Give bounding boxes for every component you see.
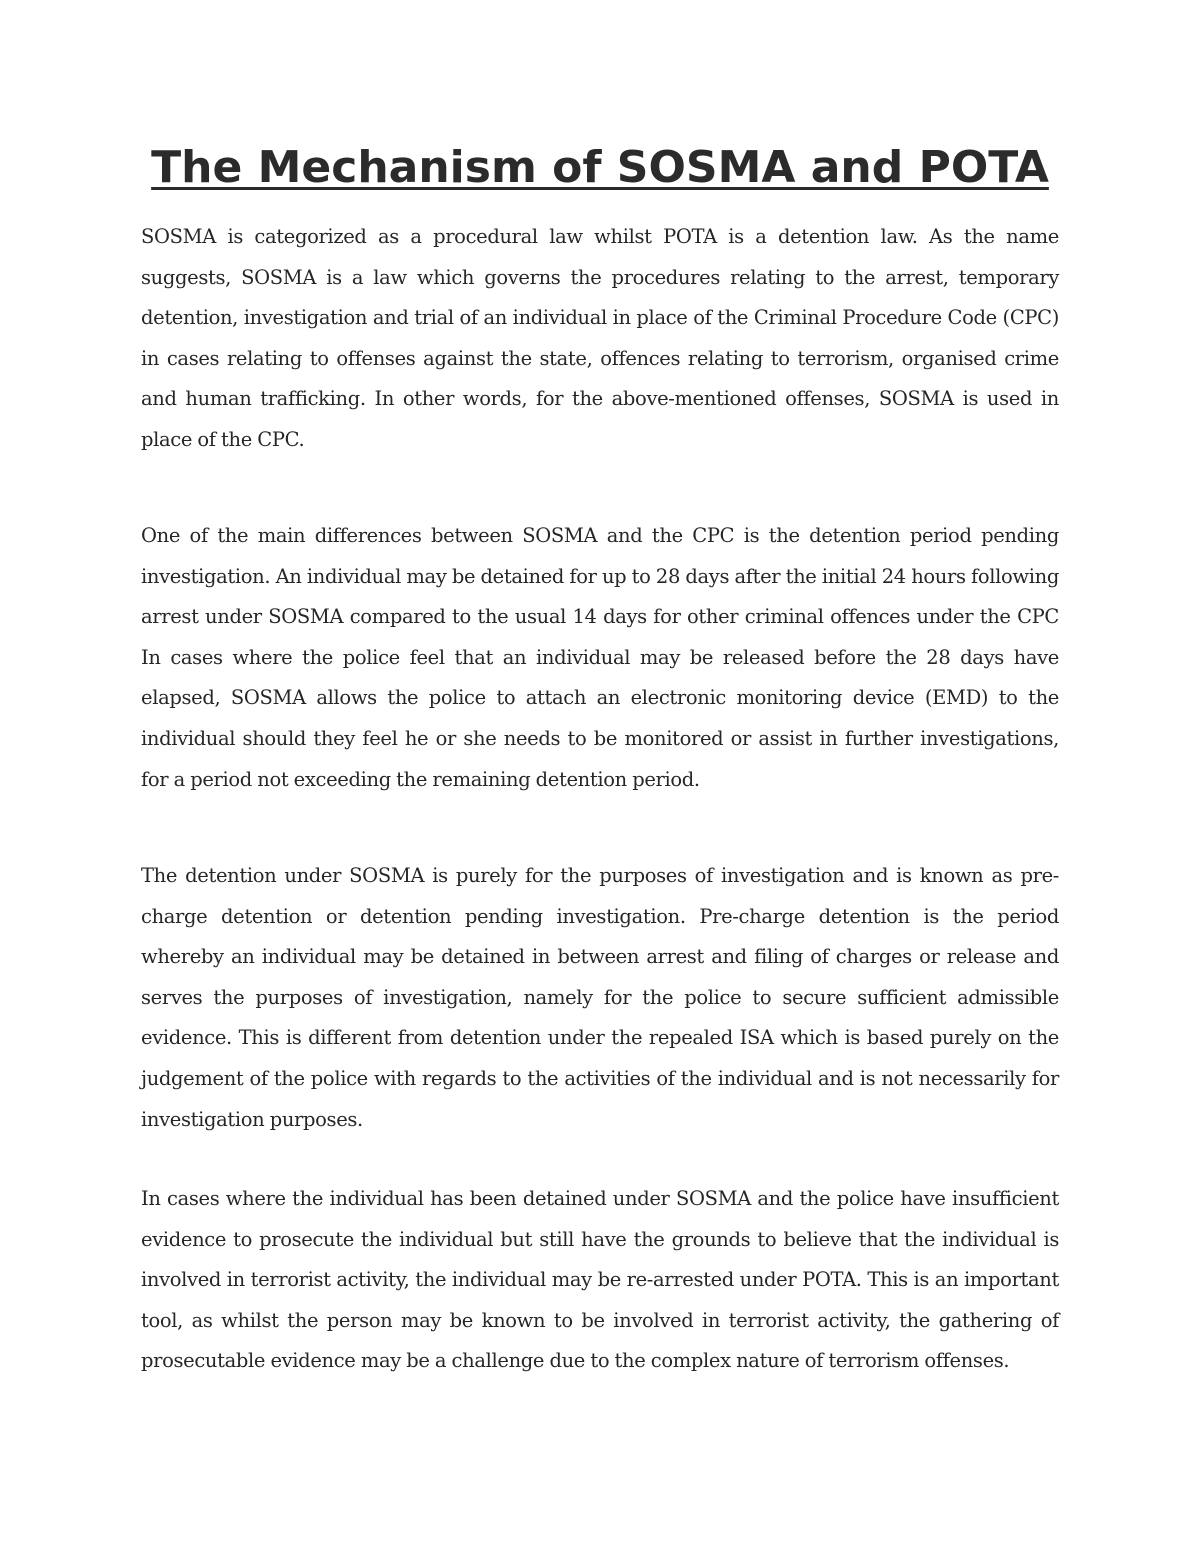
paragraph-sosma-overview: SOSMA is categorized as a procedural law whilst POTA is a detention law. As the name suggests, SOSMA is a law which governs the procedures relating to the arrest, temporary detention, investigation and trial of an individual in place of the Criminal Procedure Code (CPC) in cases relating to offenses against the state, offences relating to terrorism, organised crime and human trafficking. In other words, for the above-mentioned offenses, SOSMA is used in place of the CPC. (141, 225, 1059, 451)
paragraph-pre-charge-detention: The detention under SOSMA is purely for the purposes of investigation and is known as pre-charge detention or detention pending investigation. Pre-charge detention is the period whereby an individual may be detained in between arrest and filing of charges or release and serves the purposes of investigation, namely for the police to secure sufficient admissible evidence. This is different from detention under the repealed ISA which is based purely on the judgement of the police with regards to the activities of the individual and is not necessarily for investigation purposes. (141, 864, 1059, 1131)
document-title: The Mechanism of SOSMA and POTA (151, 142, 1049, 193)
paragraph-pota-rearrest: In cases where the individual has been detained under SOSMA and the police have insufficient evidence to prosecute the individual but still have the grounds to believe that the individual is involved in terrorist activity, the individual may be re-arrested under POTA. This is an important tool, as whilst the person may be known to be involved in terrorist activity, the gathering of prosecutable evidence may be a challenge due to the complex nature of terrorism offenses. (141, 1187, 1059, 1373)
paragraph-detention-period: One of the main differences between SOSMA and the CPC is the detention period pending investigation. An individual may be detained for up to 28 days after the initial 24 hours following arrest under SOSMA compared to the usual 14 days for other criminal offences under the CPC In cases where the police feel that an individual may be released before the 28 days have elapsed, SOSMA allows the police to attach an electronic monitoring device (EMD) to the individual should they feel he or she needs to be monitored or assist in further investigations, for a period not exceeding the remaining detention period. (141, 524, 1059, 791)
